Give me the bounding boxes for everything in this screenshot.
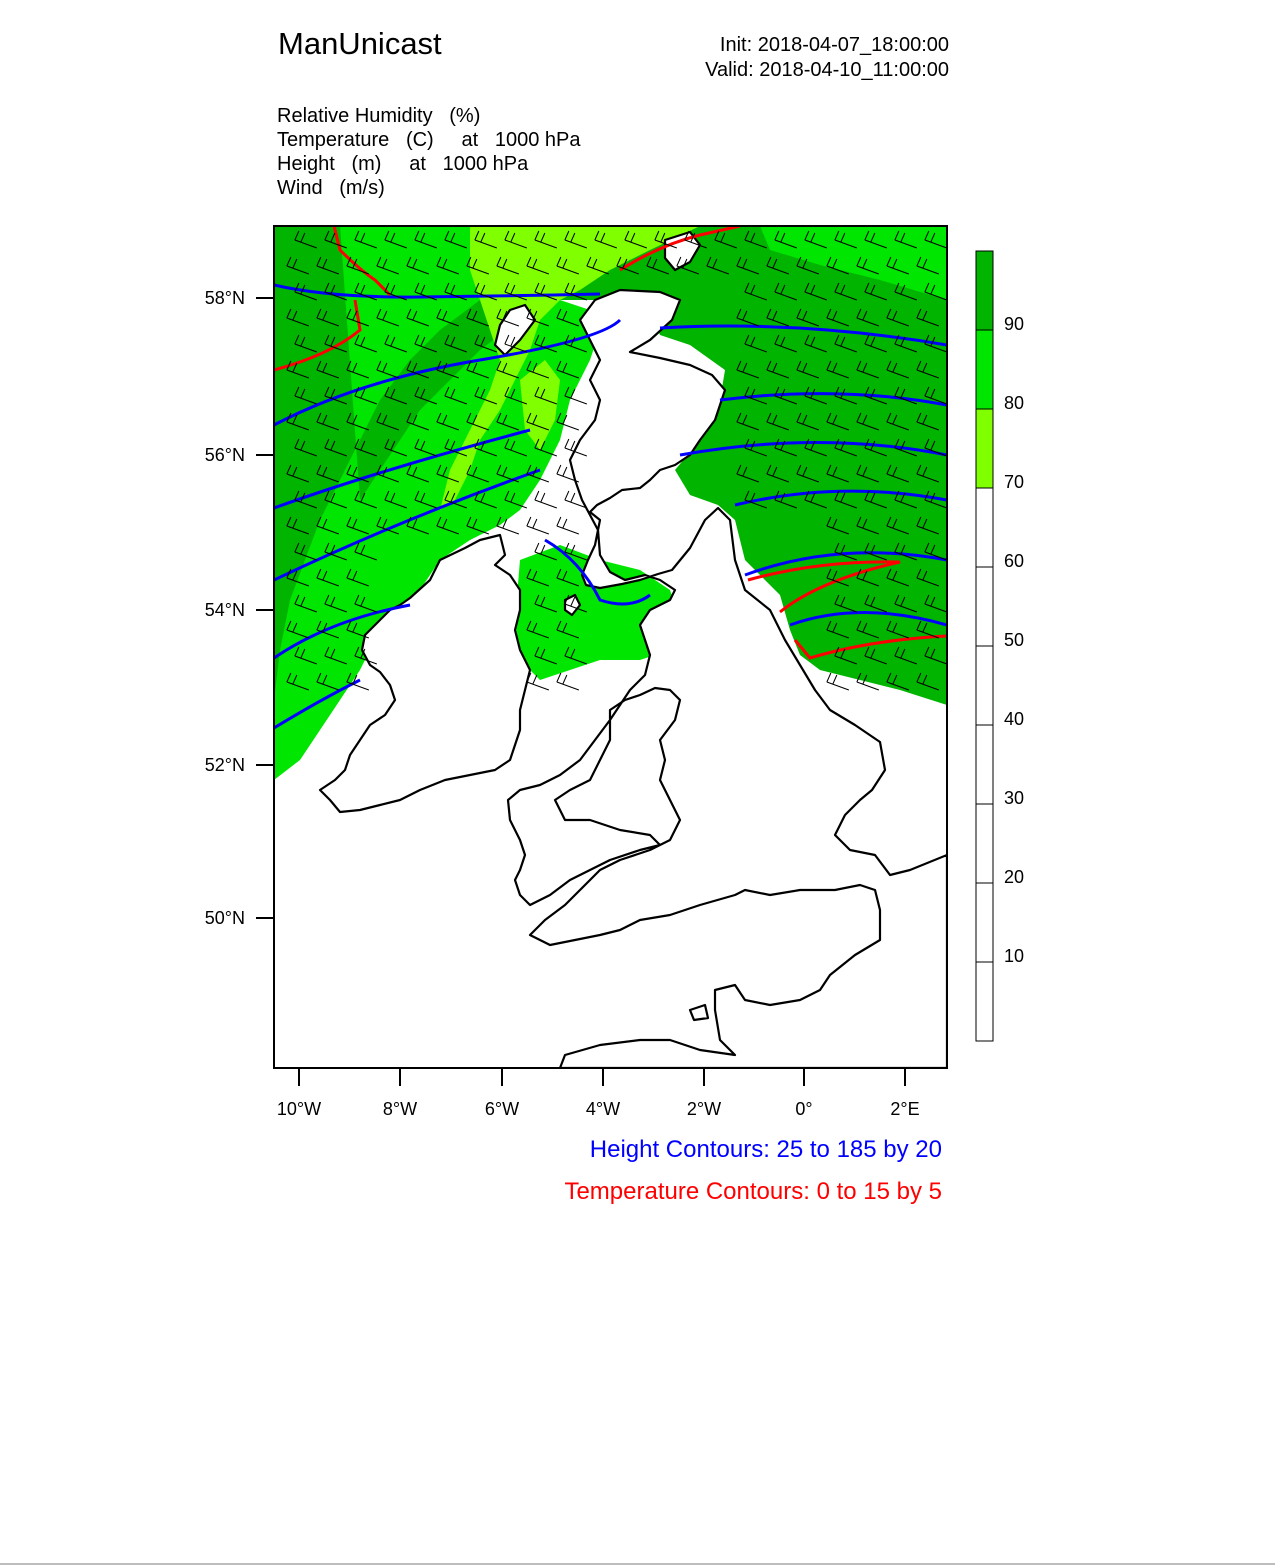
colorbar xyxy=(976,251,1024,1041)
valid-time: Valid: 2018-04-10_11:00:00 xyxy=(705,59,949,81)
lon-label: 0° xyxy=(795,1099,813,1119)
height-contour-note: Height Contours: 25 to 185 by 20 xyxy=(589,1136,942,1163)
colorbar-box xyxy=(976,962,993,1041)
wind-barb xyxy=(557,673,579,690)
lon-axis xyxy=(277,1068,920,1119)
lon-label: 2°E xyxy=(890,1099,920,1119)
field-label-rh: Relative Humidity (%) xyxy=(277,105,481,127)
colorbar-label: 50 xyxy=(1004,630,1025,650)
chart-title: ManUnicast xyxy=(278,26,442,61)
colorbar-box xyxy=(976,330,993,409)
colorbar-label: 10 xyxy=(1004,946,1025,966)
colorbar-box xyxy=(976,646,993,725)
colorbar-box xyxy=(976,409,993,488)
colorbar-label: 60 xyxy=(1004,551,1025,571)
init-time: Init: 2018-04-07_18:00:00 xyxy=(719,34,949,56)
wind-barb xyxy=(497,517,519,534)
colorbar-box xyxy=(976,804,993,883)
field-label-height: Height (m) at 1000 hPa xyxy=(277,153,529,175)
lon-label: 4°W xyxy=(585,1099,621,1119)
colorbar-box xyxy=(976,883,993,962)
wind-barb xyxy=(535,491,557,508)
colorbar-label: 30 xyxy=(1004,788,1025,808)
lat-label: 56°N xyxy=(204,445,245,465)
lon-label: 2°W xyxy=(686,1099,722,1119)
lat-label: 50°N xyxy=(204,908,245,928)
lat-label: 54°N xyxy=(204,600,245,620)
colorbar-label: 80 xyxy=(1004,393,1025,413)
colorbar-box xyxy=(976,488,993,567)
lon-label: 8°W xyxy=(382,1099,418,1119)
wind-barb xyxy=(527,517,549,534)
colorbar-box xyxy=(976,725,993,804)
colorbar-label: 90 xyxy=(1004,314,1025,334)
colorbar-box xyxy=(976,251,993,330)
lon-label: 10°W xyxy=(276,1099,322,1119)
lat-label: 58°N xyxy=(204,288,245,308)
colorbar-label: 70 xyxy=(1004,472,1025,492)
map-plot-area xyxy=(274,226,947,1068)
temperature-contour-note: Temperature Contours: 0 to 15 by 5 xyxy=(564,1178,942,1205)
isle-of-wight xyxy=(690,1005,708,1020)
lon-label: 6°W xyxy=(484,1099,520,1119)
field-label-temperature: Temperature (C) at 1000 hPa xyxy=(277,129,581,151)
lat-axis xyxy=(205,288,274,928)
colorbar-box xyxy=(976,567,993,646)
colorbar-label: 40 xyxy=(1004,709,1025,729)
colorbar-label: 20 xyxy=(1004,867,1025,887)
lat-label: 52°N xyxy=(204,755,245,775)
wind-barb xyxy=(557,517,579,534)
page-bottom-rule xyxy=(0,1563,1275,1565)
field-label-wind: Wind (m/s) xyxy=(277,177,385,199)
